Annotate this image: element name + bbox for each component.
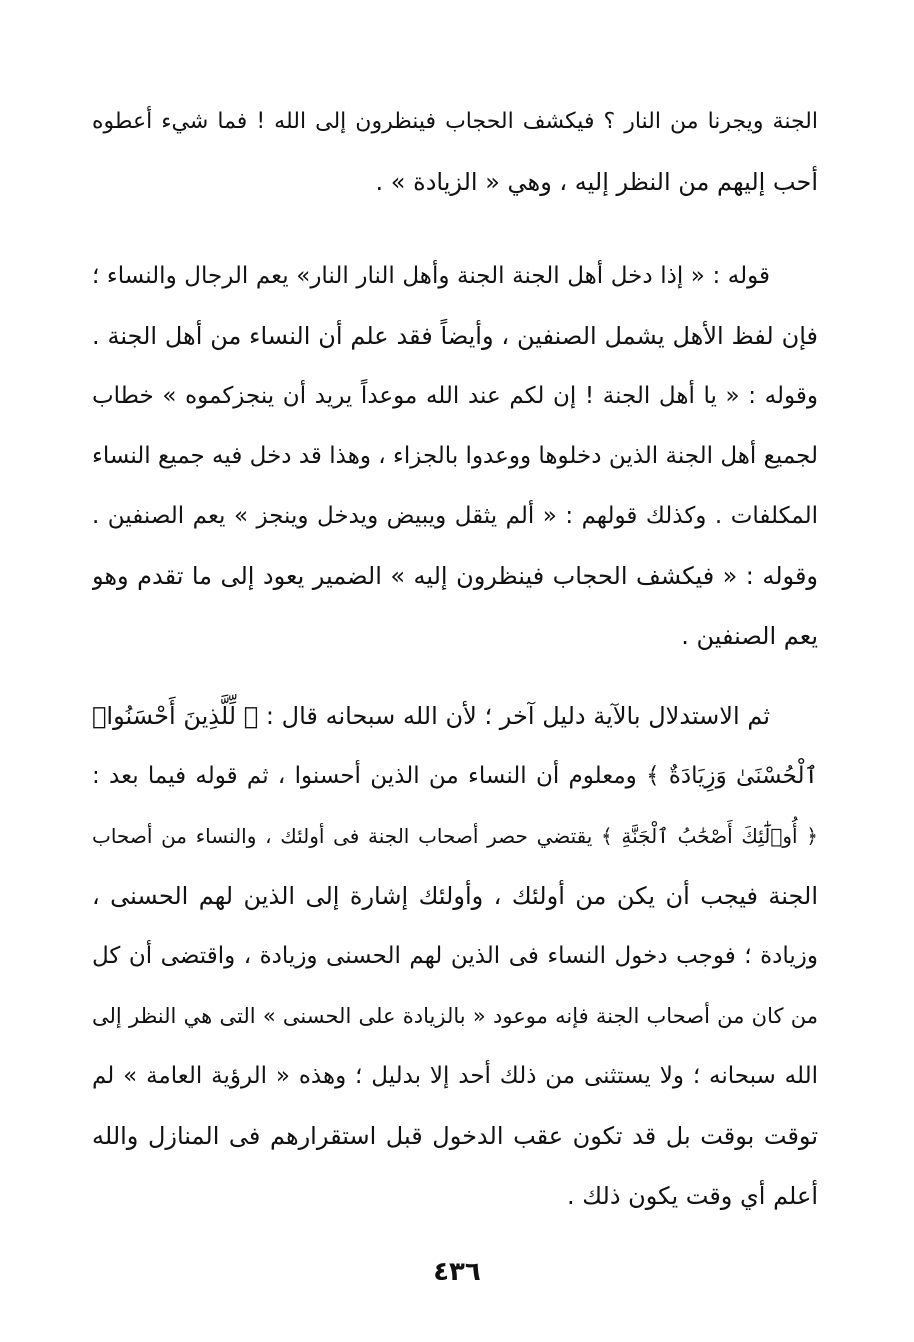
text-line: الجنة ويجرنا من النار ؟ فيكشف الحجاب فينظرون إلى الله ! فما شيء أعطوه — [92, 109, 818, 134]
paragraph-3 — [92, 686, 818, 1226]
text-line: وقوله : « فيكشف الحجاب فينظرون إليه » الضمير يعود إلى ما تقدم وهو — [92, 562, 818, 590]
text-line: المكلفات . وكذلك قولهم : « ألم يثقل ويبيض ويدخل وينجز » يعم الصنفين . — [92, 503, 818, 529]
text-line: ﴿ أُو۟لَٰٓئِكَ أَصْحَٰبُ ٱلْجَنَّةِ ﴾ يقتضي حصر أصحاب الجنة فى أولئك ، والنساء من أصحاب — [92, 824, 818, 848]
text-line: يعم الصنفين . — [681, 622, 818, 650]
text-line: فإن لفظ الأهل يشمل الصنفين ، وأيضاً فقد علم أن النساء من أهل الجنة . — [92, 322, 818, 350]
text-line: الله سبحانه ؛ ولا يستثنى من ذلك أحد إلا بدليل ؛ وهذه « الرؤية العامة » لم — [92, 1063, 818, 1089]
text-line: وقوله : « يا أهل الجنة ! إن لكم عند الله موعداً يريد أن ينجزكموه » خطاب — [92, 383, 818, 409]
text-line: قوله : « إذا دخل أهل الجنة الجنة وأهل النار النار» يعم الرجال والنساء ؛ — [92, 263, 770, 289]
page-number: ٤٣٦ — [433, 1257, 481, 1287]
text-line: وزيادة ؛ فوجب دخول النساء فى الذين لهم الحسنى وزيادة ، واقتضى أن كل — [92, 943, 818, 969]
text-line: من كان من أصحاب الجنة فإنه موعود « بالزيادة على الحسنى » التى هي النظر إلى — [92, 1004, 818, 1028]
text-line: ثم الاستدلال بالآية دليل آخر ؛ لأن الله سبحانه قال : ﴿ لِّلَّذِينَ أَحْسَنُوا۟ — [92, 702, 770, 730]
text-line: لجميع أهل الجنة الذين دخلوها ووعدوا بالجزاء ، وهذا قد دخل فيه جميع النساء — [92, 443, 818, 469]
text-line: الجنة فيجب أن يكن من أولئك ، وأولئك إشارة إلى الذين لهم الحسنى ، — [92, 882, 818, 910]
text-line: توقت بوقت بل قد تكون عقب الدخول قبل استقرارهم فى المنازل والله — [92, 1122, 818, 1150]
paragraph-1 — [92, 92, 818, 212]
paragraph-2 — [92, 246, 818, 666]
text-line: أعلم أي وقت يكون ذلك . — [567, 1182, 818, 1210]
text-line: أحب إليهم من النظر إليه ، وهي « الزيادة » . — [375, 168, 818, 196]
text-line: ٱلْحُسْنَىٰ وَزِيَادَةٌ ﴾ ومعلوم أن النساء من الذين أحسنوا ، ثم قوله فيما بعد : — [92, 763, 818, 789]
